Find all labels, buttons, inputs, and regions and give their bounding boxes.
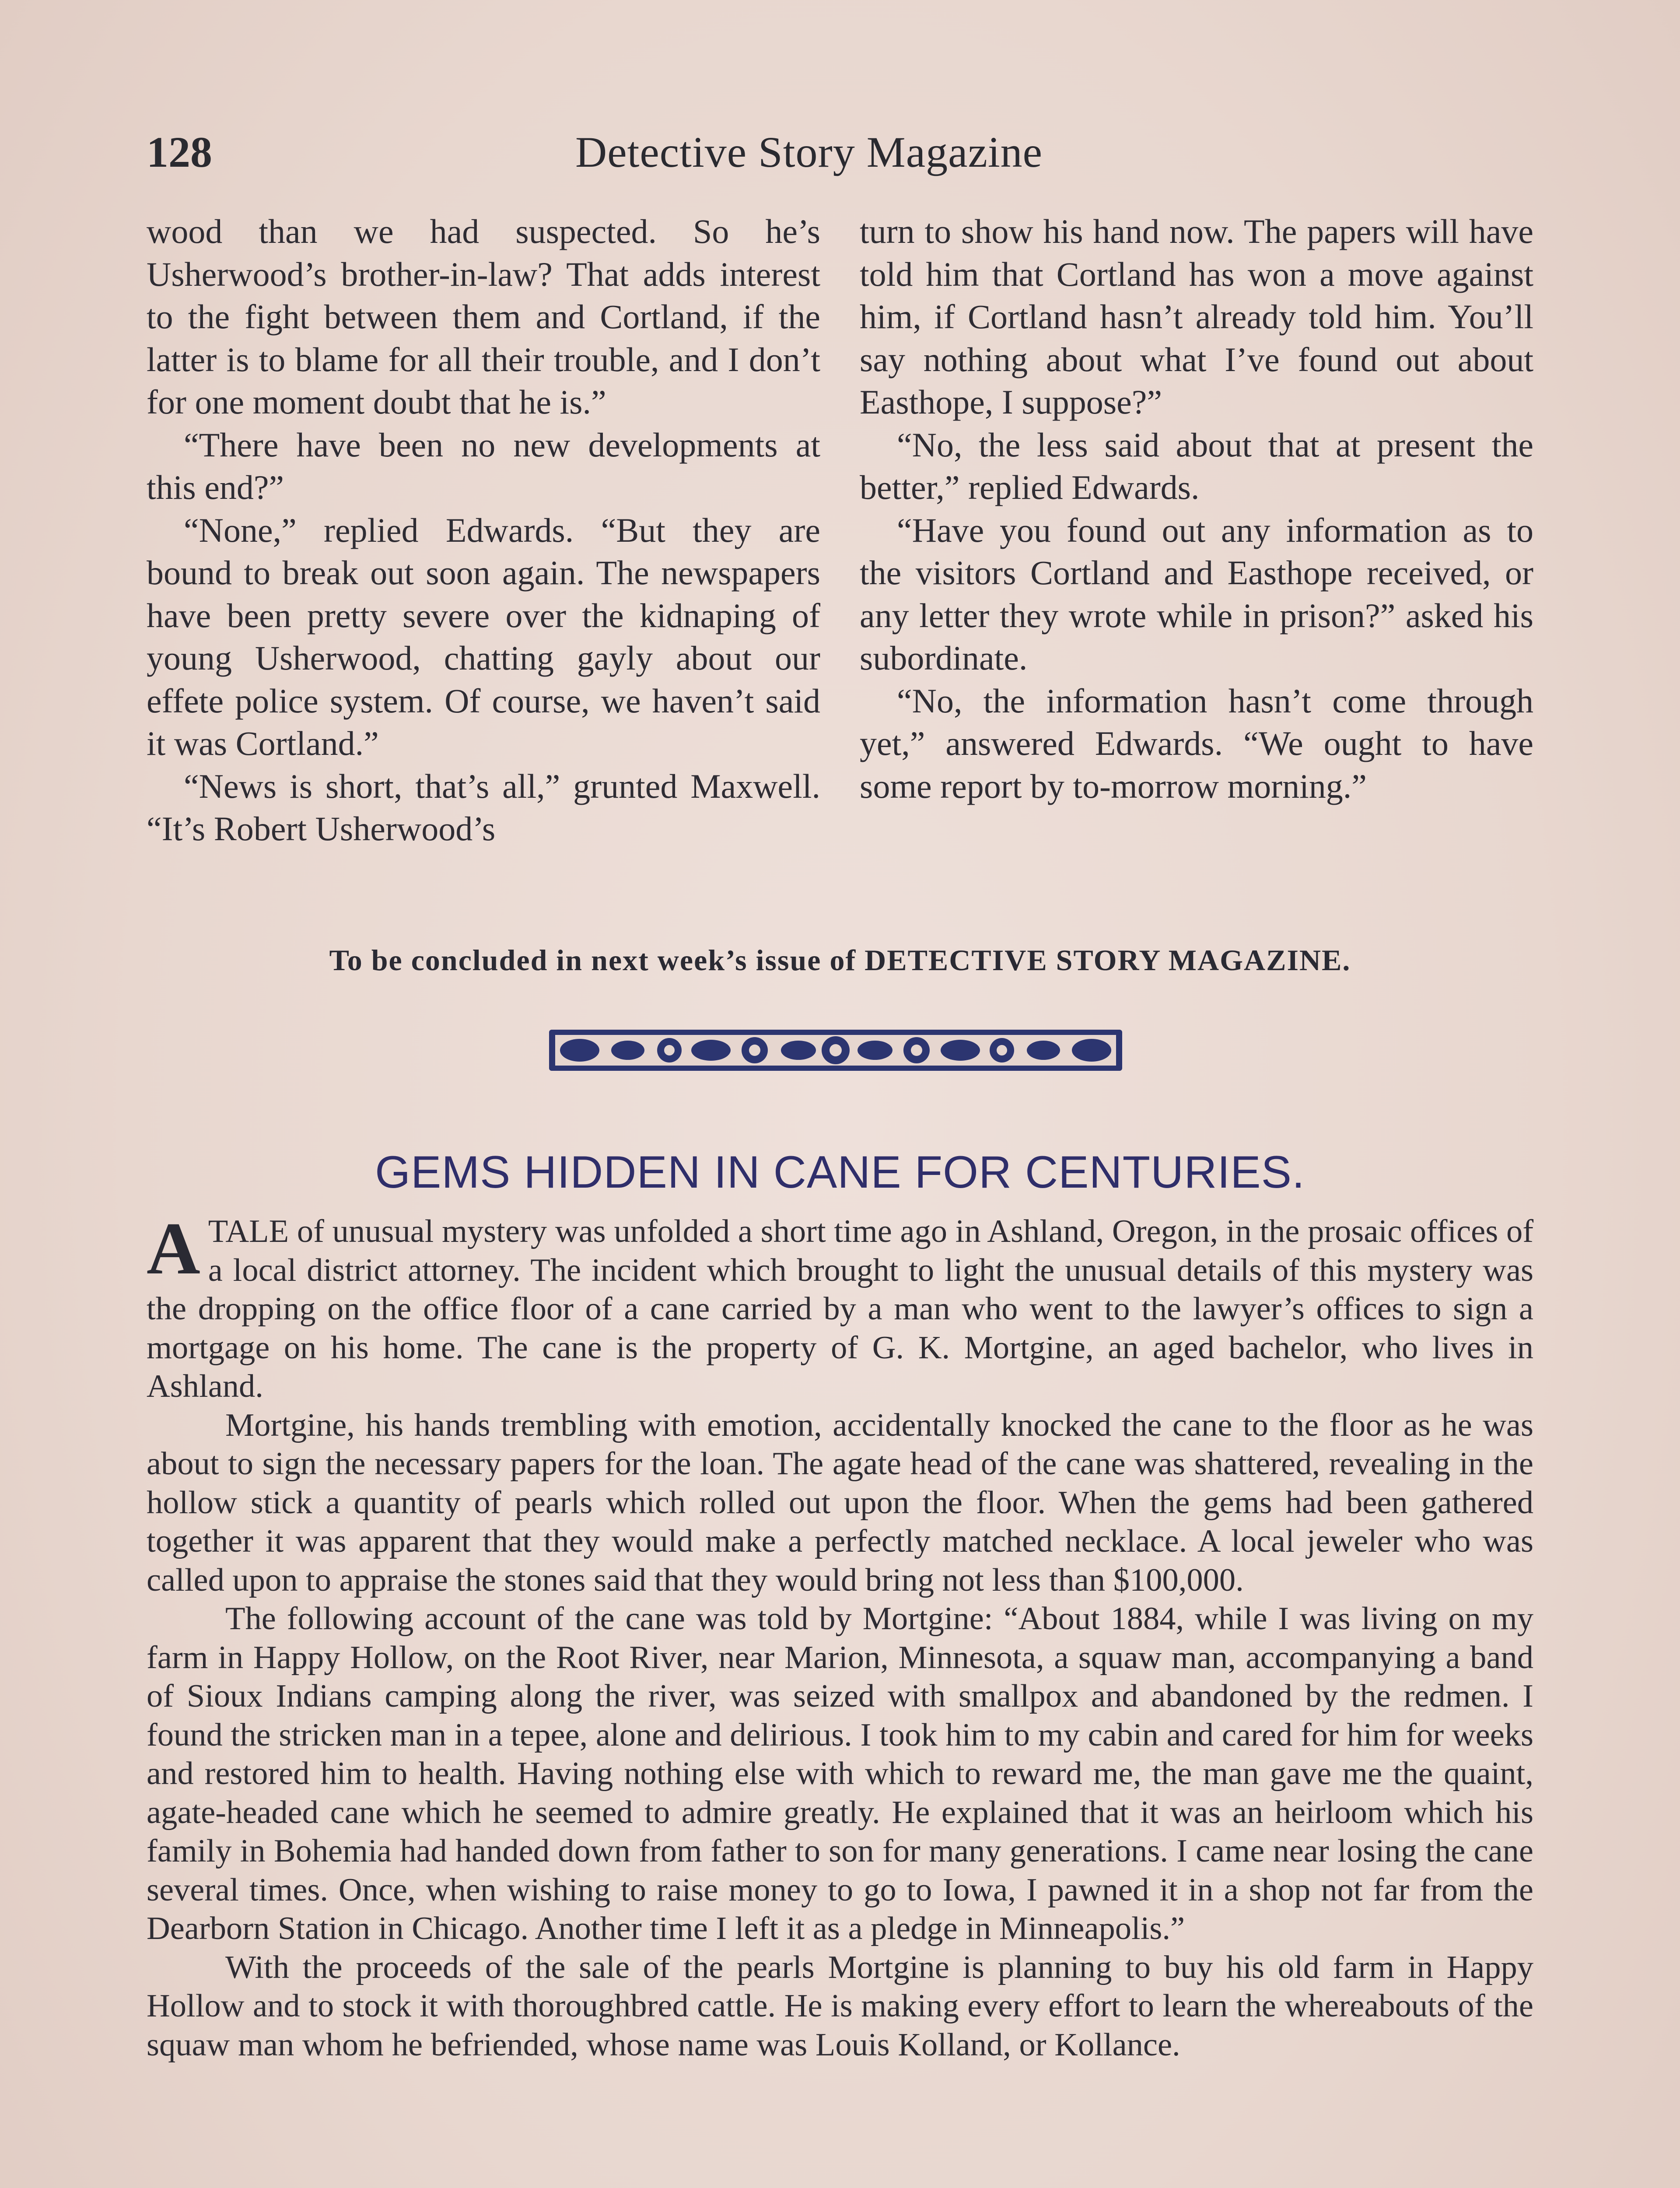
floral-ornament-divider [549, 1026, 1122, 1074]
paragraph: “Have you found out any information as to the visitors Cortland and Easthope received, or any letter they wrote while in prison?” asked his subordinate. [860, 511, 1533, 677]
paragraph: “None,” replied Edwards. “But they are bound to break out soon again. The newspapers have been pretty severe over the kidnaping of young Usherwood, chatting gayly about our effete police system. Of course, we haven’t said it was Cortland.” [147, 511, 820, 762]
story-continuation [147, 210, 1533, 941]
page-number: 128 [147, 128, 212, 176]
lead-paragraph-text: TALE of unusual mystery was unfolded a short time ago in Ashland, Oregon, in the prosaic offices of a local district attorney. The incident which brought to light the unusual details of this mystery was the dropping on the office floor of a cane carried by a man who went to the lawyer’s offices to sign a mortgage on his home. The cane is the property of G. K. Mortgine, an aged bachelor, who lives in Ashland. [147, 1213, 1533, 1404]
paragraph: “No, the less said about that at present the better,” replied Edwards. [860, 425, 1533, 506]
paragraph: “No, the information hasn’t come through yet,” answered Edwards. “We ought to have some report by to-morrow morning.” [860, 681, 1533, 805]
article-body [147, 1207, 1533, 2064]
paragraph: Mortgine, his hands trembling with emotion, accidentally knocked the cane to the floor as he was about to sign the necessary papers for the loan. The agate head of the cane was shattered, revealing in the hollow stick a quantity of pearls which rolled out upon the floor. When the gems had been gathered together it was apparent that they would make a perfectly matched necklace. A local jeweler who was called upon to appraise the stones said that they would bring not less than $100,000. [147, 1407, 1533, 1598]
left-column [147, 210, 820, 850]
paragraph: “News is short, that’s all,” grunted Maxwell. “It’s Robert Usherwood’s [147, 767, 820, 848]
running-title: Detective Story Magazine [575, 128, 1043, 176]
right-column [860, 210, 1533, 807]
paragraph: With the proceeds of the sale of the pearls Mortgine is planning to buy his old farm in Happy Hollow and to stock it with thoroughbred cattle. He is making every effort to learn the whereabouts of the squaw man whom he befriended, whose name was Louis Kolland, or Kollance. [147, 1949, 1533, 2063]
article-title: GEMS HIDDEN IN CANE FOR CENTURIES. [375, 1147, 1305, 1198]
paragraph: “There have been no new developments at this end?” [147, 425, 820, 506]
paragraph: The following account of the cane was told by Mortgine: “About 1884, while I was living on my farm in Happy Hollow, on the Root River, near Marion, Minnesota, a squaw man, accompanying a band of Sioux Indians camping along the river, was seized with smallpox and abandoned by the redmen. I found the stricken man in a tepee, alone and delirious. I took him to my cabin and cared for him for weeks and restored him to health. Having nothing else with which to reward me, the man gave me the quaint, agate-headed cane which he seemed to admire greatly. He explained that it was an heirloom which his family in Bohemia had handed down from father to son for many generations. I came near losing the cane several times. Once, when wishing to raise money to go to Iowa, I pawned it in a shop not far from the Dearborn Station in Chicago. Another time I left it as a pledge in Minneapolis.” [147, 1601, 1533, 1946]
drop-cap: A [147, 1207, 200, 1290]
paragraph: turn to show his hand now. The papers will have told him that Cortland has won a move against him, if Cortland hasn’t already told him. You’ll say nothing about what I’ve found out about Easthope, I suppose?” [860, 212, 1533, 421]
page-header [147, 127, 1533, 188]
paragraph: wood than we had suspected. So he’s Usherwood’s brother-in-law? That adds interest to the fight between them and Cortland, if the latter is to blame for all their trouble, and I don’t for one moment doubt that he is.” [147, 212, 820, 421]
continuation-notice: To be concluded in next week’s issue of DETECTIVE STORY MAGAZINE. [329, 943, 1351, 977]
article-lead-paragraph [147, 1207, 1533, 1406]
